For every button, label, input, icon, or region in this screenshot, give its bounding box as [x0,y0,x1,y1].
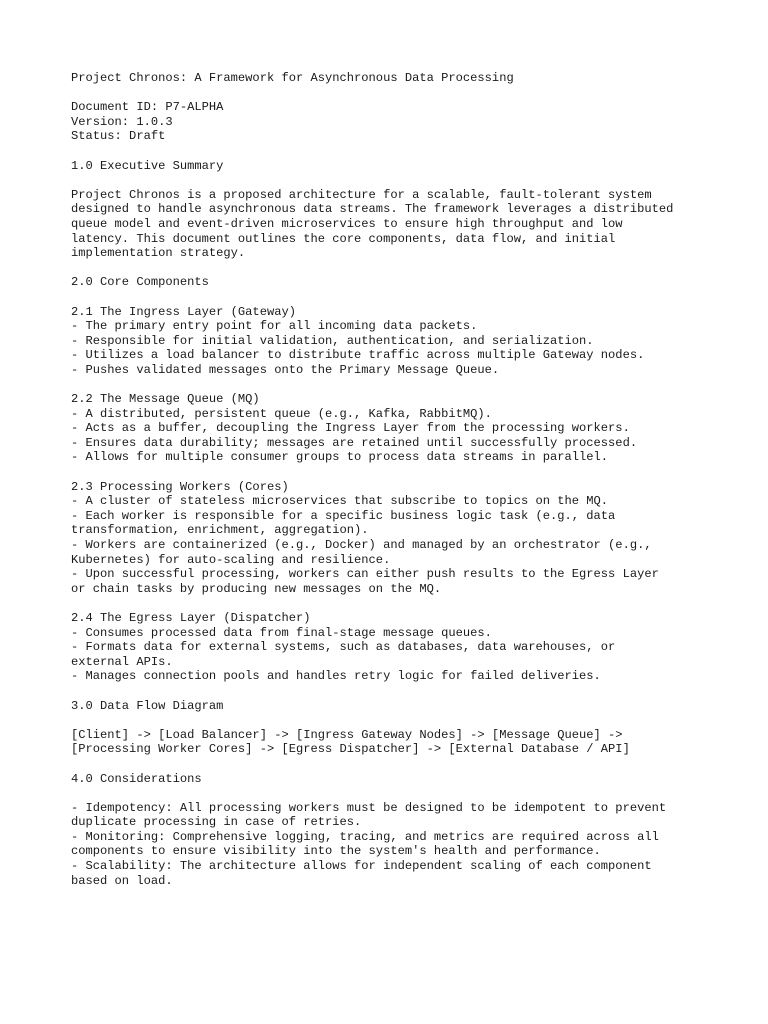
document-page [71,71,751,888]
spacer [71,290,751,305]
text-line: Kubernetes) for auto-scaling and resilience. [71,552,391,567]
text-line: [Processing Worker Cores] -> [Egress Dispatcher] -> [External Database / API] [71,742,630,757]
spacer [71,684,751,699]
spacer [71,86,751,101]
spacer [71,261,751,276]
section-heading: 2.0 Core Components [71,275,209,290]
text-line: - Responsible for initial validation, authentication, and serialization. [71,333,594,348]
section [71,305,751,378]
spacer [71,786,751,801]
section-heading: 2.4 The Egress Layer (Dispatcher) [71,610,311,625]
spacer [71,377,751,392]
spacer [71,465,751,480]
section-paragraph [71,728,751,757]
text-line: - Upon successful processing, workers can either push results to the Egress Layer [71,567,659,582]
text-line: - Monitoring: Comprehensive logging, tracing, and metrics are required across all [71,829,659,844]
section-heading: 2.1 The Ingress Layer (Gateway) [71,304,296,319]
text-line: [Client] -> [Load Balancer] -> [Ingress Gateway Nodes] -> [Message Queue] -> [71,727,623,742]
text-line: - Manages connection pools and handles retry logic for failed deliveries. [71,669,601,684]
text-line: duplicate processing in case of retries. [71,815,362,830]
text-line: implementation strategy. [71,246,246,261]
document-title: Project Chronos: A Framework for Asynchronous Data Processing [71,71,514,85]
text-line: external APIs. [71,654,173,669]
section [71,480,751,597]
text-line: - Allows for multiple consumer groups to process data streams in parallel. [71,450,609,465]
text-line: queue model and event-driven microservices to ensure high throughput and low [71,216,623,231]
text-line: - Workers are containerized (e.g., Docker) and managed by an orchestrator (e.g., [71,538,652,552]
section [71,275,751,290]
section-heading: 2.2 The Message Queue (MQ) [71,392,260,407]
spacer [71,713,751,728]
text-line: - A distributed, persistent queue (e.g., Kafka, RabbitMQ). [71,406,492,421]
text-line: latency. This document outlines the core components, data flow, and initial [71,231,616,246]
text-line: - Acts as a buffer, decoupling the Ingress Layer from the processing workers. [71,421,630,436]
text-line: Project Chronos is a proposed architecture for a scalable, fault-tolerant system [71,187,652,202]
text-line: - Scalability: The architecture allows for independent scaling of each component [71,859,652,874]
document-id: Document ID: P7-ALPHA [71,100,224,115]
text-line: or chain tasks by producing new messages on the MQ. [71,581,442,596]
text-line: components to ensure visibility into the system's health and performance. [71,844,601,859]
text-line: - Formats data for external systems, such as databases, data warehouses, or [71,640,616,655]
section-heading: 1.0 Executive Summary [71,158,224,173]
document-version: Version: 1.0.3 [71,114,173,129]
spacer [71,144,751,159]
document-status: Status: Draft [71,129,166,144]
section-heading: 2.3 Processing Workers (Cores) [71,479,289,494]
section-heading: 3.0 Data Flow Diagram [71,698,224,713]
text-line: - Utilizes a load balancer to distribute traffic across multiple Gateway nodes. [71,348,645,363]
document-meta [71,100,751,144]
text-line: based on load. [71,873,173,888]
section [71,611,751,684]
spacer [71,757,751,772]
text-line: - Consumes processed data from final-stage message queues. [71,625,492,640]
section [71,772,751,889]
text-line: - Idempotency: All processing workers must be designed to be idempotent to prevent [71,800,667,815]
section-paragraph [71,626,751,684]
section-paragraph [71,801,751,889]
section-heading: 4.0 Considerations [71,771,202,786]
text-line: - The primary entry point for all incoming data packets. [71,319,478,334]
section [71,392,751,465]
text-line: - Ensures data durability; messages are retained until successfully processed. [71,435,638,450]
spacer [71,173,751,188]
section-paragraph [71,319,751,377]
section-paragraph [71,407,751,465]
spacer [71,596,751,611]
text-line: designed to handle asynchronous data streams. The framework leverages a distributed [71,202,674,217]
text-line: transformation, enrichment, aggregation). [71,523,369,538]
section [71,699,751,757]
section-paragraph [71,188,751,261]
document-body [71,144,751,888]
text-line: - Each worker is responsible for a specific business logic task (e.g., data [71,508,616,523]
section-paragraph [71,494,751,596]
text-line: - Pushes validated messages onto the Primary Message Queue. [71,362,500,377]
section [71,159,751,261]
text-line: - A cluster of stateless microservices that subscribe to topics on the MQ. [71,494,609,509]
